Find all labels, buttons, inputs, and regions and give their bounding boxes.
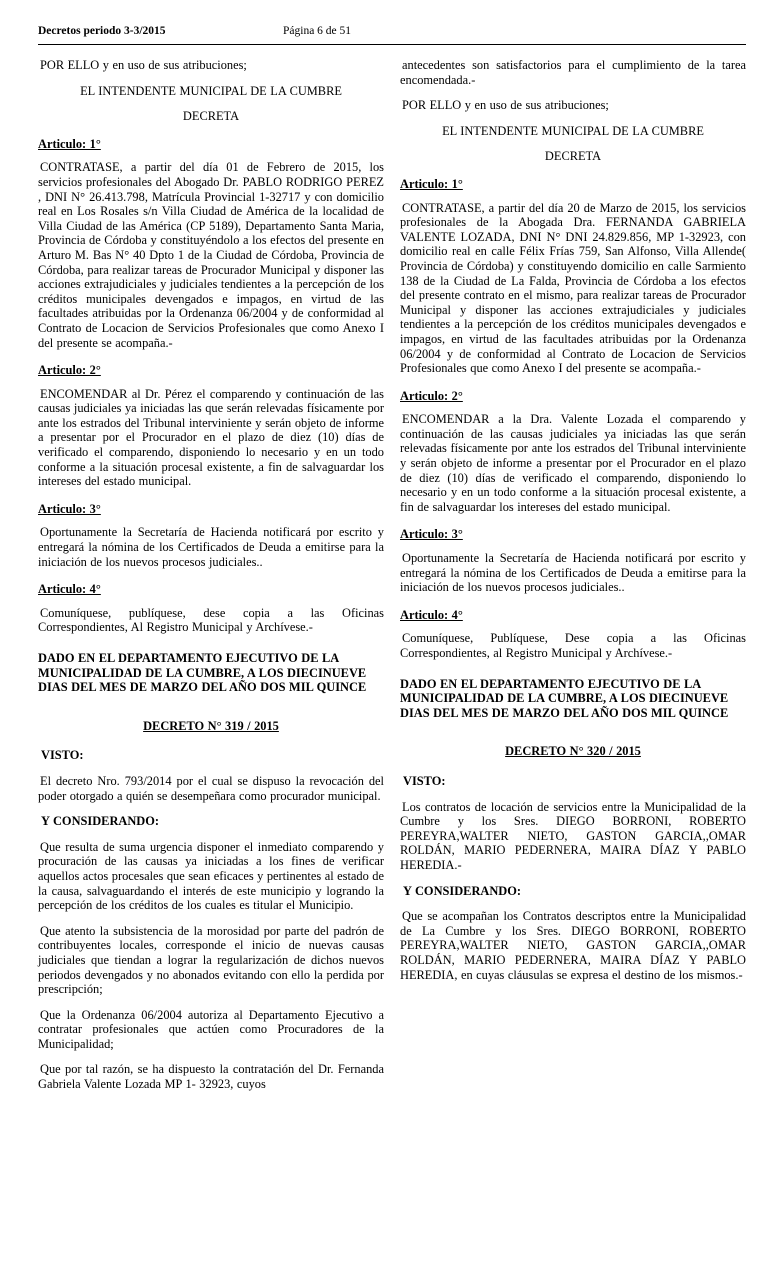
paragraph: El decreto Nro. 793/2014 por el cual se dispuso la revocación del poder otorgado a quién se desempeñara como procurador municipal. (38, 773, 384, 803)
dado-statement: DADO EN EL DEPARTAMENTO EJECUTIVO DE LA MUNICIPALIDAD DE LA CUMBRE, A LOS DIECINUEVE DIAS DEL MES DE MARZO DEL AÑO DOS MIL QUINCE (38, 651, 367, 695)
dado-statement: DADO EN EL DEPARTAMENTO EJECUTIVO DE LA MUNICIPALIDAD DE LA CUMBRE, A LOS DIECINUEVE DIAS DEL MES DE MARZO DEL AÑO DOS MIL QUINCE (400, 676, 729, 720)
page-header (38, 24, 746, 40)
section-label: VISTO: (41, 748, 84, 763)
article-heading: Articulo: 4° (38, 582, 101, 597)
paragraph: POR ELLO y en uso de sus atribuciones; (402, 98, 609, 113)
left-column (38, 58, 384, 1103)
article-heading: Articulo: 1° (38, 136, 101, 151)
paragraph: Oportunamente la Secretaría de Hacienda notificará por escrito y entregará la nómina de los Certificados de Deuda a emitirse para la iniciación de los nuevos procesos judiciales.. (38, 525, 384, 569)
article-heading: Articulo: 3° (400, 527, 463, 542)
article-heading: Articulo: 1° (400, 176, 463, 191)
decree-title: DECRETO N° 319 / 2015 (143, 718, 279, 733)
paragraph: Que por tal razón, se ha dispuesto la contratación del Dr. Fernanda Gabriela Valente Lozada MP 1- 32923, cuyos (38, 1062, 384, 1092)
paragraph: Los contratos de locación de servicios entre la Municipalidad de la Cumbre y los Sres. DIEGO BORRONI, ROBERTO PEREYRA,WALTER NIETO, GASTON GARCIA,,OMAR ROLDÁN, MARIO PEDERNERA, MAIRA DÍAZ Y PABLO HEREDIA.- (400, 799, 746, 872)
article-heading: Articulo: 4° (400, 607, 463, 622)
header-divider (38, 44, 746, 45)
header-title: Decretos periodo 3-3/2015 (38, 25, 166, 37)
header-page-number: Página 6 de 51 (283, 25, 352, 37)
paragraph: Comuníquese, publíquese, dese copia a las Oficinas Correspondientes, Al Registro Municipal y Archívese.- (38, 605, 384, 635)
paragraph: Comuníquese, Publíquese, Dese copia a las Oficinas Correspondientes, al Registro Municipal y Archívese.- (400, 631, 746, 660)
article-heading: Articulo: 3° (38, 501, 101, 516)
centered-heading: DECRETA (182, 109, 240, 124)
paragraph: POR ELLO y en uso de sus atribuciones; (40, 58, 247, 72)
decree-title: DECRETO N° 320 / 2015 (505, 744, 641, 759)
article-heading: Articulo: 2° (400, 388, 463, 403)
centered-heading: DECRETA (544, 149, 602, 164)
paragraph: Oportunamente la Secretaría de Hacienda notificará por escrito y entregará la nómina de los Certificados de Deuda a emitirse para la iniciación de los nuevos procesos judiciales.. (400, 551, 746, 595)
paragraph: Que se acompañan los Contratos descriptos entre la Municipalidad de La Cumbre y los Sres. DIEGO BORRONI, ROBERTO PEREYRA,WALTER NIETO, GASTON GARCIA,,OMAR ROLDÁN, MARIO PEDERNERA, MAIRA DÍAZ Y PABLO HEREDIA, en cuyas cláusulas se expresa el destino de los mismos.- (400, 909, 746, 982)
centered-heading: EL INTENDENTE MUNICIPAL DE LA CUMBRE (80, 83, 342, 98)
paragraph: ENCOMENDAR al Dr. Pérez el comparendo y continuación de las causas judiciales ya iniciadas las que serán relevadas físicamente por ante los estrados del Tribunal interviniente y serán objeto de informe a presentar por el Procurador en el plazo de diez (10) días de verificado el comparendo, disponiendo lo necesario y en un todo conforme a la situación procesal existente, a fin de salvaguardar los intereses del estado municipal. (38, 386, 384, 489)
section-label: VISTO: (403, 773, 446, 788)
paragraph: Que atento la subsistencia de la morosidad por parte del padrón de contribuyentes locales, corresponde el inicio de nuevas causas judiciales que tiendan a lograr la regularización de dichos nuevos periodos devengados y no abonados evitando con ello la perdida por prescripción; (38, 923, 384, 997)
paragraph: antecedentes son satisfactorios para el cumplimiento de la tarea encomendada.- (400, 58, 746, 87)
section-label: Y CONSIDERANDO: (403, 883, 522, 898)
paragraph: CONTRATASE, a partir del día 01 de Febrero de 2015, los servicios profesionales del Abogado Dr. PABLO RODRIGO PEREZ , DNI N° 26.413.798, Matrícula Provincial 1-32717 y con domicilio real en Los Rosales s/n Villa Ciudad de América de la localidad de Villa Ciudad de las América (CP 5189), Departamento Santa Maria, Provincia de Córdoba y constituyéndolo a los efectos del presente en Arturo M. Bas N° 40 Dpto 1 de la Ciudad de Córdoba, Provincia de Córdoba, para realizar tareas de Procurador Municipal y disponer las acciones extrajudiciales y judiciales tendientes a la percepción de los créditos municipales devengados e impagos, en virtud de las facultades atribuidas por la Ordenanza 06/2004 y de conformidad al Contrato de Locacion de Servicios Profesionales que como Anexo I del presente se acompaña.- (38, 160, 384, 350)
article-heading: Articulo: 2° (38, 363, 101, 378)
two-column-body (38, 58, 746, 1103)
paragraph: Que la Ordenanza 06/2004 autoriza al Departamento Ejecutivo a contratar profesionales que actúen como Procuradores de la Municipalidad; (38, 1007, 384, 1051)
paragraph: CONTRATASE, a partir del día 20 de Marzo de 2015, los servicios profesionales de la Abogada Dra. FERNANDA GABRIELA VALENTE LOZADA, DNI N° DNI 24.829.856, MP 1-32923, con domicilio real en calle Félix Frías 759, San Alfonso, Villa Allende( Provincia de Córdoba) y constituyendo domicilio en calle Sarmiento 138 de la Ciudad de La Falda, Provincia de Córdoba a los efectos del presente contrato en el mismo, para realizar tareas de Procurador Municipal y disponer las acciones extrajudiciales y judiciales tendientes a la percepción de los créditos municipales devengados e impagos, en virtud de las facultades atribuidas por la Ordenanza 06/2004 y de conformidad al Contrato de Locacion de Servicios Profesionales que como Anexo I del presente se acompaña.- (400, 200, 746, 376)
centered-heading: EL INTENDENTE MUNICIPAL DE LA CUMBRE (442, 123, 704, 138)
section-label: Y CONSIDERANDO: (41, 814, 160, 829)
right-column (400, 58, 746, 1103)
paragraph: Que resulta de suma urgencia disponer el inmediato comparendo y procuración de las causas ya iniciadas a los fines de verificar aquellos actos procesales que sean eficaces y pertinentes al estado de la causa, salvaguardando el interés de este municipio y logrando la percepción de los créditos de los cuales es titular el Municipio. (38, 839, 384, 913)
paragraph: ENCOMENDAR a la Dra. Valente Lozada el comparendo y continuación de las causas judiciales ya iniciadas las que serán relevadas físicamente por ante los estrados del Tribunal interviniente y serán objeto de informe a presentar por el Procurador en el plazo de diez (10) días de verificado el comparendo, disponiendo lo necesario y en un todo conforme a la situación procesal existente, a fin de salvaguardar los intereses del estado municipal. (400, 412, 746, 514)
